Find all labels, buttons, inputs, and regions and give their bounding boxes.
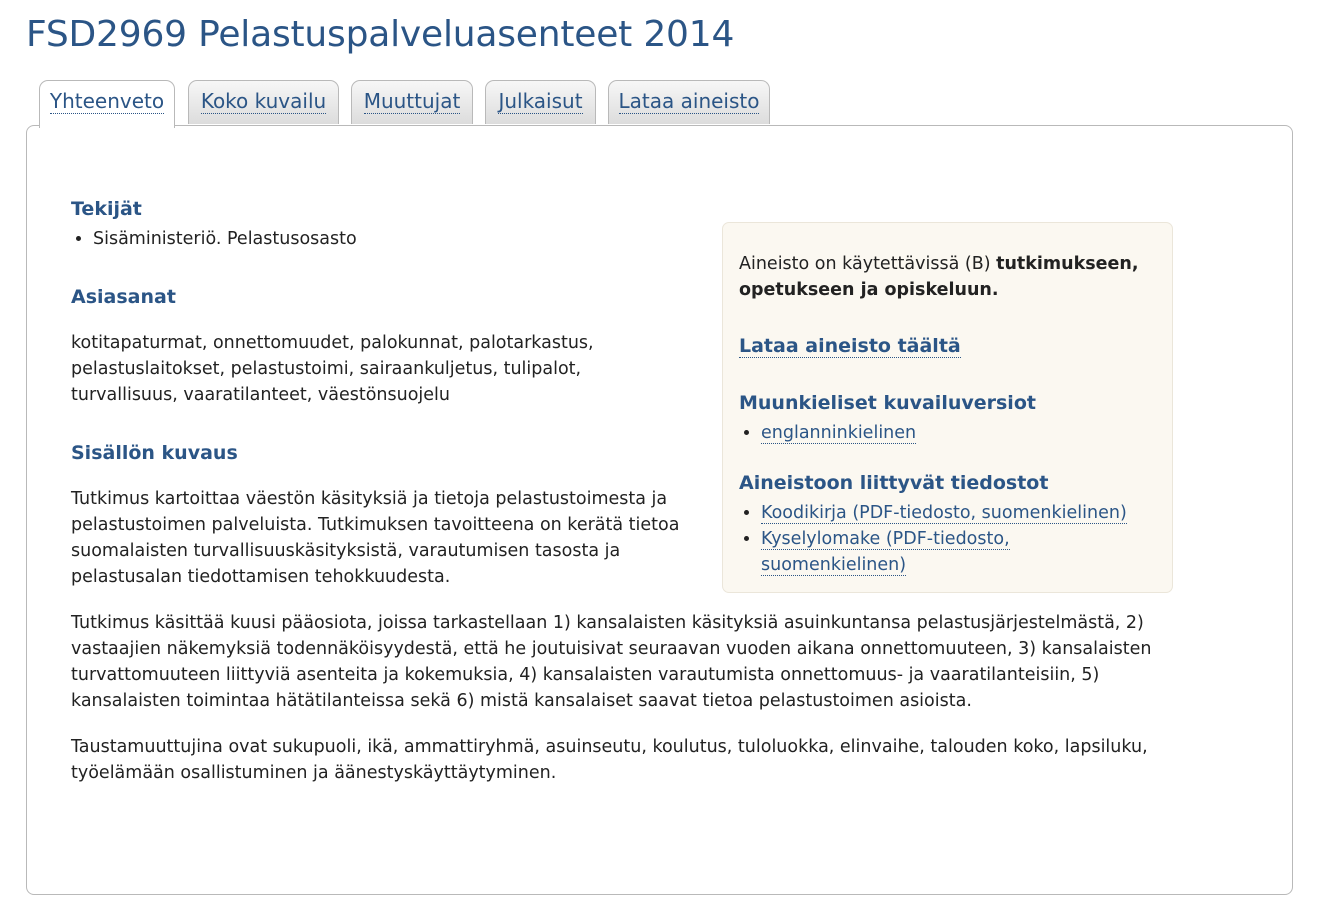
description-paragraph: Taustamuuttujina ovat sukupuoli, ikä, ammattiryhmä, asuinseutu, koulutus, tuloluokka, elinvaihe, talouden koko, lapsiluku, työelämään osallistuminen ja äänestyskäyttäytyminen. (71, 737, 1148, 783)
availability-text (739, 251, 1156, 303)
languages-list (739, 420, 1156, 446)
tab-label: Lataa aineisto (618, 89, 760, 113)
tab-label: Yhteenveto (49, 89, 165, 113)
authors-heading: Tekijät (71, 198, 142, 220)
description-heading: Sisällön kuvaus (71, 442, 238, 464)
download-data-link[interactable]: Lataa aineisto täältä (739, 335, 961, 357)
english-version-link[interactable]: englanninkielinen (761, 423, 917, 443)
availability-prefix: Aineisto on käytettävissä (B) (739, 254, 997, 274)
summary-content (71, 196, 1211, 786)
page-title: FSD2969 Pelastuspalveluasenteet 2014 (26, 14, 735, 55)
languages-heading: Muunkieliset kuvailuversiot (739, 392, 1036, 414)
tab-label: Koko kuvailu (200, 89, 327, 113)
tab-muuttujat[interactable] (351, 80, 473, 124)
keywords-text: kotitapaturmat, onnettomuudet, palokunnat, palotarkastus, pelastuslaitokset, pelastustoimi, sairaankuljetus, tulipalot, turvallisuus, vaaratilanteet, väestönsuojelu (71, 333, 594, 405)
tab-lataa-aineisto[interactable] (608, 80, 770, 124)
tab-label: Julkaisut (498, 89, 583, 113)
content-panel (26, 125, 1293, 895)
keywords-heading: Asiasanat (71, 286, 176, 308)
tab-koko-kuvailu[interactable] (188, 80, 339, 124)
list-item: • Sisäministeriö. Pelastusosasto (93, 226, 1211, 252)
list-item (761, 420, 1156, 446)
files-heading: Aineistoon liittyvät tiedostot (739, 472, 1049, 494)
list-item (761, 500, 1156, 526)
tab-julkaisut[interactable] (485, 80, 596, 124)
list-item (761, 526, 1156, 578)
access-sidebar (722, 222, 1173, 593)
tab-label: Muuttujat (363, 89, 461, 113)
tab-yhteenveto[interactable] (39, 80, 175, 128)
questionnaire-link[interactable]: Kyselylomake (PDF-tiedosto, suomenkielinen) (761, 529, 1010, 575)
description-paragraph: Tutkimus käsittää kuusi pääosiota, joissa tarkastellaan 1) kansalaisten käsityksiä asuinkuntansa pelastusjärjestelmästä, 2) vastaajien näkemyksiä todennäköisyydestä, että he joutuisivat seuraavan vuoden aikana onnettomuuteen, 3) kansalaisten turvattomuuteen liittyviä asenteita ja kokemuksia, 4) kansalaisten varautumista onnettomuus- ja vaaratilanteisiin, 5) kansalaisten toimintaa hätätilanteissa sekä 6) mistä kansalaiset saavat tietoa pelastustoimen asioista. (71, 613, 1152, 711)
availability-bold: tutkimukseen, opetukseen ja opiskeluun. (739, 254, 1139, 300)
description-paragraph: Tutkimus kartoittaa väestön käsityksiä ja tietoja pelastustoimesta ja pelastustoimen palveluista. Tutkimuksen tavoitteena on kerätä tietoa suomalaisten turvallisuuskäsityksistä, varautumisen tasosta ja pelastusalan tiedottamisen tehokkuudesta. (71, 489, 680, 587)
files-list (739, 500, 1156, 578)
codebook-link[interactable]: Koodikirja (PDF-tiedosto, suomenkielinen) (761, 503, 1127, 523)
